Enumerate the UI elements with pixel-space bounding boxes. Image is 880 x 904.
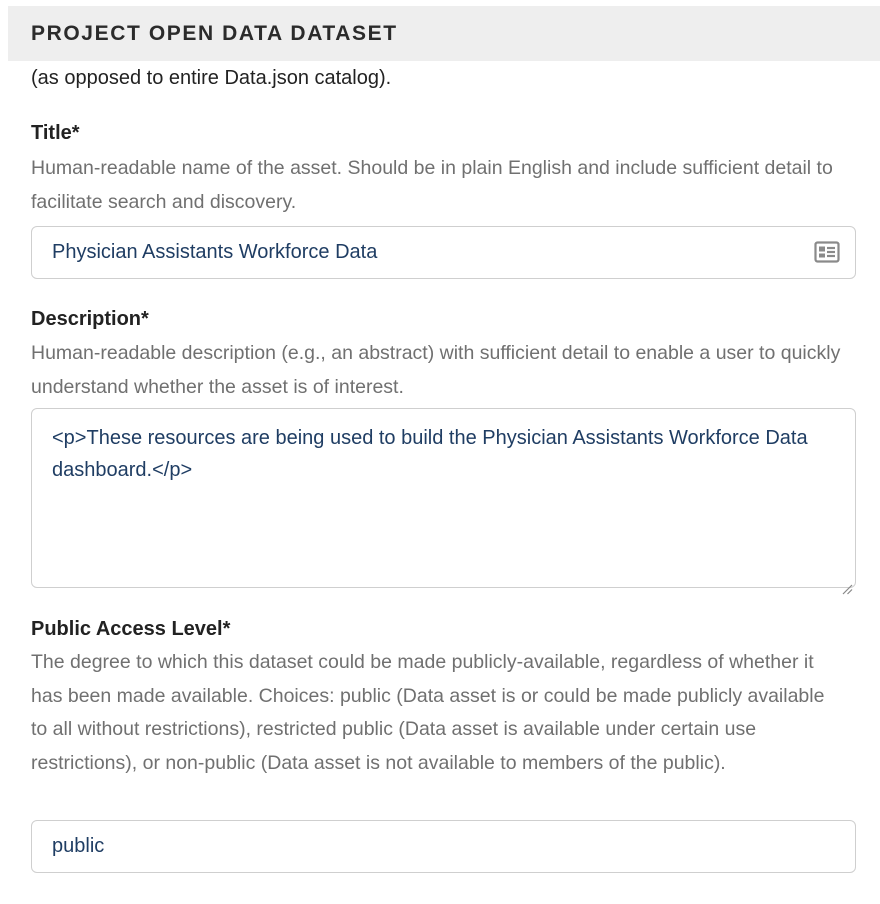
title-label: Title* <box>31 122 80 144</box>
intro-text: (as opposed to entire Data.json catalog). <box>31 67 392 89</box>
section-header <box>8 6 880 61</box>
description-label: Description* <box>31 308 149 330</box>
access-level-input[interactable] <box>31 820 856 873</box>
description-textarea[interactable] <box>31 408 856 588</box>
id-card-icon[interactable] <box>814 241 840 263</box>
title-input-value: Physician Assistants Workforce Data <box>52 241 378 263</box>
access-level-help-text: The degree to which this dataset could be made publicly-available, regardless of whether it has been made available. Choices: public (Data asset is or could be made publicly available to all without restrictions), restricted public (Data asset is available under certain use restrictions), or non-public (Data asset is not available to members of the public). <box>31 651 825 774</box>
section-title: PROJECT OPEN DATA DATASET <box>31 21 398 45</box>
title-input[interactable] <box>31 226 856 279</box>
access-level-label: Public Access Level* <box>31 618 231 640</box>
description-textarea-value: <p>These resources are being used to build the Physician Assistants Workforce Data dashboard.</p> <box>52 427 808 481</box>
title-help-text: Human-readable name of the asset. Should be in plain English and include sufficient detail to facilitate search and discovery. <box>31 157 833 213</box>
description-help-text: Human-readable description (e.g., an abstract) with sufficient detail to enable a user to quickly understand whether the asset is of interest. <box>31 342 841 398</box>
resize-grip-icon[interactable] <box>841 573 853 585</box>
access-level-input-value: public <box>52 835 105 857</box>
